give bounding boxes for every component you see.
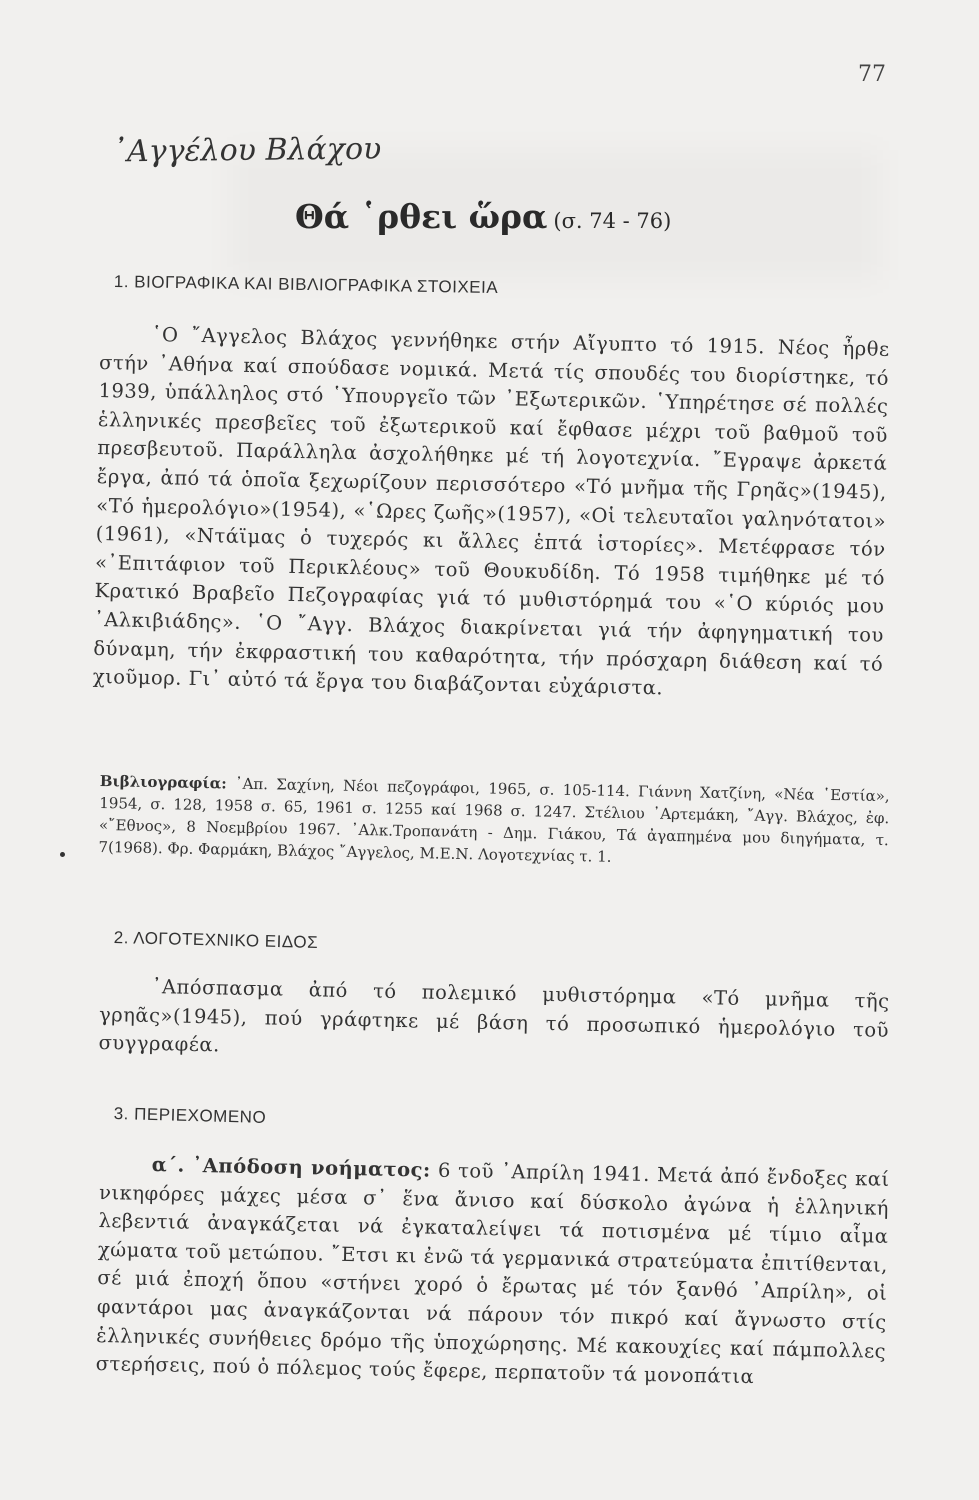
section-heading-biography: 1. ΒΙΟΓΡΑΦΙΚΑ ΚΑΙ ΒΙΒΛΙΟΓΡΑΦΙΚΑ ΣΤΟΙΧΕΙΑ (113, 272, 499, 298)
biography-paragraph (93, 320, 890, 707)
bibliography-label: Βιβλιογραφία: (99, 771, 227, 793)
genre-text: ᾿Απόσπασμα ἀπό τό πολεμικό μυθιστόρημα «Τό μνῆμα τῆς γρηᾶς»(1945), πού γράφτηκε μέ βάση τό προσωπικό ἡμερολόγιο τοῦ συγγραφέα. (98, 975, 890, 1057)
content-text: 6 τοῦ ᾿Απρίλη 1941. Μετά ἀπό ἔνδοξες καί νικηφόρες μάχες μέσα σ᾿ ἕνα ἄνισο καί δύσκολο ἀγώνα ἡ ἑλληνική λεβεντιά ἀναγκάζεται νά ἐγκαταλείψει τά ποτισμένα μέ τίμιο αἷμα χώματα τοῦ μετώπου. ῎Ετσι κι ἐνῶ τά γερμανικά στρατεύματα ἐπιτίθενται, σέ μιά ἐποχή ὅπου «στήνει χορό ὁ ἔρωτας μέ τόν ξανθό ᾿Απρίλη», οἱ φαντάροι μας ἀναγκάζονται νά πάρουν τόν πικρό καί ἄγνωστο στίς ἑλληνικές συνήθειες δρόμο τῆς ὑποχώρησης. Μέ κακουχίες καί πάμπολλες στερήσεις, πού ὁ πόλεμος τούς ἔφερε, περπατοῦν τά μονοπάτια (95, 1158, 890, 1389)
content-paragraph (95, 1150, 889, 1395)
page-number: 77 (858, 62, 886, 87)
margin-mark (60, 852, 65, 857)
author-name: ᾿Αγγέλου Βλάχου (111, 131, 382, 170)
genre-paragraph (98, 972, 890, 1074)
title-page-range: (σ. 74 - 76) (553, 209, 672, 233)
title-text: Θά ῾ρθει ὥρα (295, 197, 548, 236)
content-lead: α΄. ᾿Απόδοση νοήματος: (151, 1153, 431, 1182)
bibliography-text: ᾿Απ. Σαχίνη, Νέοι πεζογράφοι, 1965, σ. 105-114. Γιάννη Χατζίνη, «Νέα ῾Εστία», 1954, σ. 128, 1958 σ. 65, 1961 σ. 1255 καί 1968 σ. 1247. Στέλιου ᾿Αρτεμάκη, ῎Αγγ. Βλάχος, ἐφ. «῎Εθνος», 8 Νοεμβρίου 1967. ᾿Αλκ.Τροπανάτη - Δημ. Γιάκου, Τά ἀγαπημένα μου διηγήματα, τ. 7(1968). Φρ. Φαρμάκη, Βλάχος ῎Αγγελος, Μ.Ε.Ν. Λογοτεχνίας τ. 1. (98, 774, 890, 866)
chapter-title (295, 197, 671, 236)
bibliography (98, 770, 890, 873)
section-heading-genre: 2. ΛΟΓΟΤΕΧΝΙΚΟ ΕΙΔΟΣ (113, 928, 319, 952)
biography-text: ῾Ο ῎Αγγελος Βλάχος γεννήθηκε στήν Αἴγυπτο τό 1915. Νέος ἦρθε στήν ᾿Αθήνα καί σπούδασε νομικά. Μετά τίς σπουδές του διορίστηκε, τό 1939, ὑπάλληλος στό ῾Υπουργεῖο τῶν ᾿Εξωτερικῶν. ῾Υπηρέτησε σέ πολλές ἑλληνικές πρεσβεῖες τοῦ ἐξωτερικοῦ καί ἔφθασε μέχρι τοῦ βαθμοῦ τοῦ πρεσβευτοῦ. Παράλληλα ἀσχολήθηκε μέ τή λογοτεχνία. ῎Εγραψε ἀρκετά ἔργα, ἀπό τά ὁποῖα ξεχωρίζουν περισσότερο «Τό μνῆμα τῆς Γρηᾶς»(1945), «Τό ἡμερολόγιο»(1954), «῾Ωρες ζωῆς»(1957), «Οἱ τελευταῖοι γαληνότατοι» (1961), «Ντάϊμας ὁ τυχερός κι ἄλλες ἑπτά ἱστορίες». Μετέφρασε τόν «᾿Επιτάφιον τοῦ Περικλέους» τοῦ Θουκυδίδη. Τό 1958 τιμήθηκε μέ τό Κρατικό Βραβεῖο Πεζογραφίας γιά τό μυθιστόρημά του «῾Ο κύριός μου ᾿Αλκιβιάδης». ῾Ο ῎Αγγ. Βλάχος διακρίνεται γιά τήν ἀφηγηματική του δύναμη, τήν ἐκφραστική του καθαρότητα, τήν πρόσχαρη διάθεση καί τό χιοῦμορ. Γι᾿ αὐτό τά ἔργα του διαβάζονται εὐχάριστα. (92, 323, 890, 700)
section-heading-content: 3. ΠΕΡΙΕΧΟΜΕΝΟ (113, 1104, 267, 1127)
